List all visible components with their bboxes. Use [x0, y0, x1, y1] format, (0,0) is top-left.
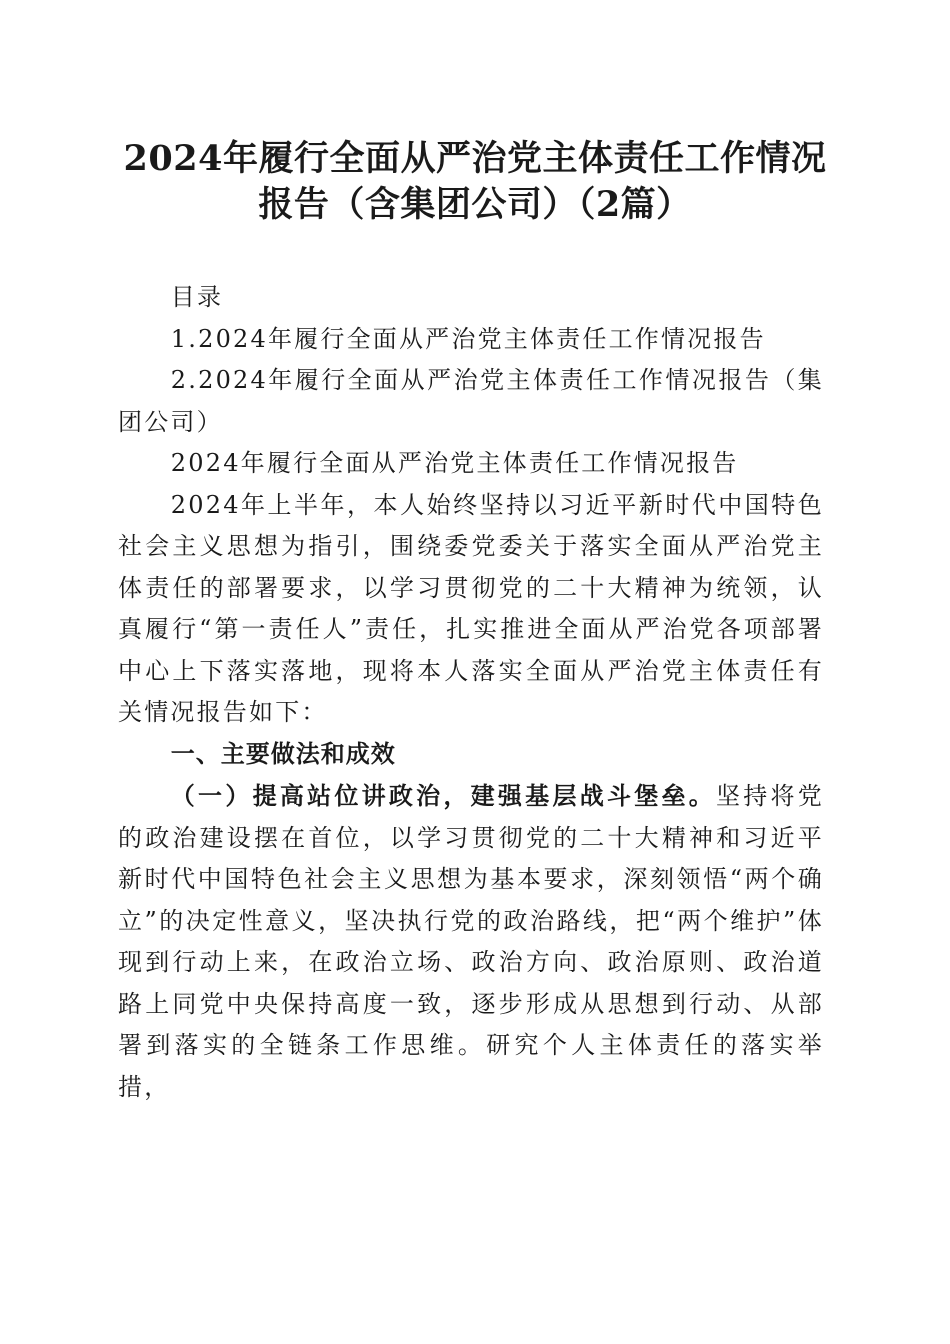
- toc-item-2: 2.2024年履行全面从严治党主体责任工作情况报告（集团公司）: [118, 366, 824, 436]
- report-title: 2024年履行全面从严治党主体责任工作情况报告: [170, 449, 739, 477]
- subsection-body: 坚持将党的政治建设摆在首位，以学习贯彻党的二十大精神和习近平新时代中国特色社会主义思想为基本要求，深刻领悟“两个确立”的决定性意义，坚决执行党的政治路线，把“两个维护”体现到行动上来，在政治立场、政治方向、政治原则、政治道路上同党中央保持高度一致，逐步形成从思想到行动、从部署到落实的全链条工作思维。研究个人主体责任的落实举措，: [118, 782, 824, 1101]
- document-title: [118, 136, 832, 228]
- intro-paragraph: 2024年上半年，本人始终坚持以习近平新时代中国特色社会主义思想为指引，围绕委党委关于落实全面从严治党主体责任的部署要求，以学习贯彻党的二十大精神为统领，认真履行“第一责任人”责任，扎实推进全面从严治党各项部署中心上下落实落地，现将本人落实全面从严治党主体责任有关情况报告如下：: [118, 490, 824, 726]
- toc-item-1: 1.2024年履行全面从严治党主体责任工作情况报告: [170, 324, 766, 353]
- subsection-lead: （一）提高站位讲政治，建强基层战斗堡垒。: [170, 781, 717, 810]
- toc-heading: 目录: [170, 283, 224, 311]
- subsection-paragraph: [118, 775, 824, 1108]
- section-heading: 一、主要做法和成效: [170, 739, 396, 768]
- title-line-1: 2024年履行全面从严治党主体责任工作情况: [123, 138, 827, 179]
- title-line-2: 报告（含集团公司）（2篇）: [258, 184, 692, 225]
- document-body: [118, 277, 824, 1108]
